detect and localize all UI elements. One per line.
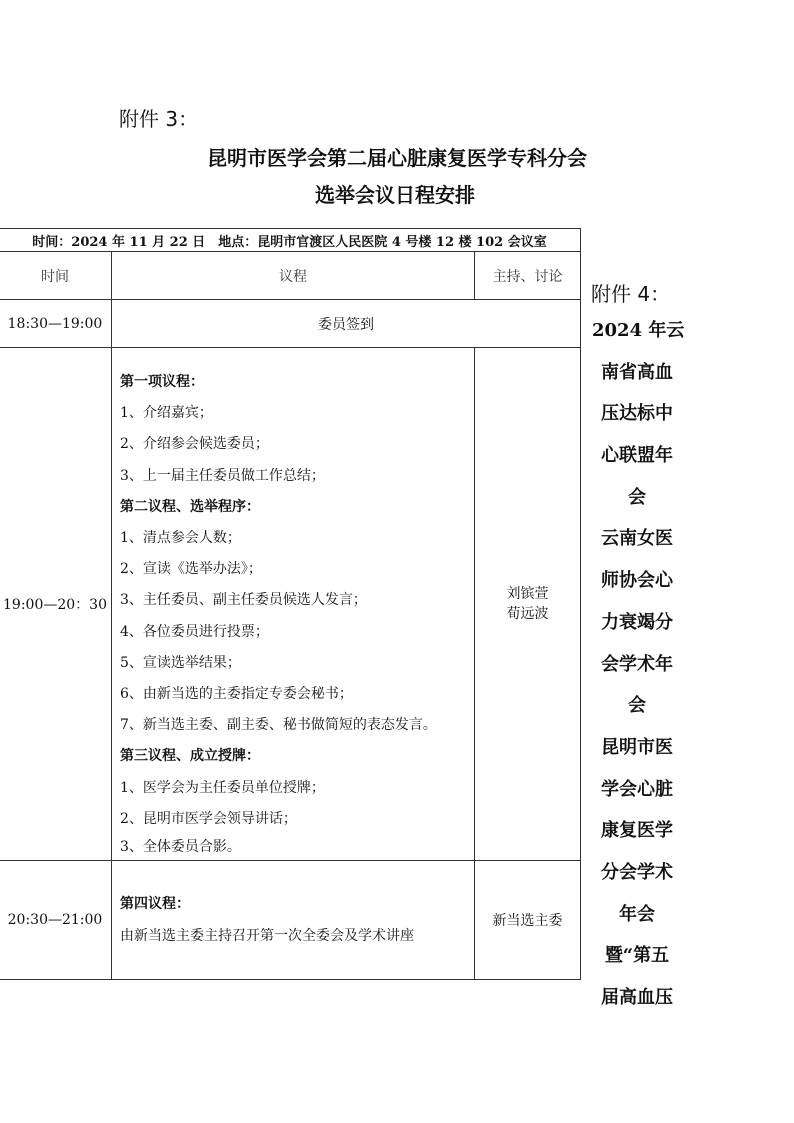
- agenda-item: 2、介绍参会候选委员；: [120, 436, 269, 453]
- agenda-item: 6、由新当选的主委指定专委会秘书；: [120, 685, 353, 702]
- side-text-line: 暨“第五: [604, 945, 670, 967]
- side-text-line: 师协会心: [601, 570, 673, 592]
- document-subtitle: 选举会议日程安排: [315, 183, 475, 207]
- agenda-section-heading: 第三议程、成立授牌：: [120, 748, 260, 765]
- host-name: 荀远波: [506, 606, 549, 622]
- header-host: 主持、讨论: [475, 252, 581, 300]
- schedule-table: [0, 228, 581, 980]
- agenda-item: 2、宣读《选举办法》；: [120, 561, 262, 578]
- agenda-item: 5、宣读选举结果；: [120, 654, 241, 671]
- row-host: 新当选主委: [475, 861, 581, 980]
- agenda-section-heading: 第四议程：: [120, 896, 190, 912]
- row-agenda: [112, 861, 475, 980]
- side-text-line: 昆明市医: [601, 736, 673, 758]
- agenda-item: 7、新当选主委、副主委、秘书做简短的表态发言。: [120, 717, 437, 734]
- side-text-line: 康复医学: [601, 820, 673, 842]
- side-text-line: 年会: [619, 903, 655, 925]
- info-row: [0, 229, 581, 252]
- side-text-line: 会学术年: [601, 653, 673, 675]
- side-text-line: 2024 年云: [592, 320, 685, 341]
- side-text-line: 力衰竭分: [601, 611, 673, 633]
- side-text-line: 分会学术: [601, 861, 673, 883]
- agenda-item: 1、清点参会人数；: [120, 530, 241, 547]
- attachment-3-label: 附件 3：: [119, 107, 199, 131]
- agenda-section-heading: 第二议程、选举程序：: [120, 498, 260, 515]
- side-text-line: 学会心脏: [601, 778, 673, 800]
- agenda-item: 3、上一届主任委员做工作总结；: [120, 467, 325, 484]
- attachment-4-label: 附件 4：: [591, 282, 671, 306]
- header-agenda: 议程: [112, 252, 475, 300]
- side-text-line: 届高血压: [601, 987, 673, 1008]
- table-row: [0, 348, 581, 861]
- time-location-info: 时间：2024 年 11 月 22 日 地点：昆明市官渡区人民医院 4 号楼 12 楼 102 会议室: [0, 229, 581, 252]
- agenda-item: 2、昆明市医学会领导讲话；: [120, 810, 297, 827]
- agenda-item: 3、全体委员合影。: [120, 838, 241, 855]
- agenda-item: 4、各位委员进行投票；: [120, 623, 269, 640]
- host-name: 刘镔萱: [506, 586, 549, 602]
- agenda-item: 1、介绍嘉宾；: [120, 405, 213, 422]
- side-text-line: 压达标中: [601, 403, 673, 425]
- side-text-line: 云南女医: [601, 528, 673, 550]
- document-title: 昆明市医学会第二届心脏康复医学专科分会: [207, 146, 587, 170]
- side-text-line: 会: [628, 695, 646, 717]
- row-time: 20:30—21:00: [0, 861, 112, 980]
- header-time: 时间: [0, 252, 112, 300]
- header-row: [0, 252, 581, 300]
- agenda-item: 1、医学会为主任委员单位授牌；: [120, 779, 325, 796]
- row-host: [475, 348, 581, 861]
- row-agenda: 委员签到: [112, 300, 581, 348]
- side-text-line: 会: [628, 486, 646, 508]
- attachment-4-text: [592, 310, 685, 1019]
- agenda-item: 3、主任委员、副主任委员候选人发言；: [120, 592, 367, 609]
- row-time: 18:30—19:00: [0, 300, 112, 348]
- side-text-line: 心联盟年: [601, 445, 673, 467]
- side-text-line: 南省高血: [601, 361, 673, 383]
- agenda-section-heading: 第一项议程：: [120, 374, 204, 391]
- row-agenda: [112, 348, 475, 861]
- row-time: 19:00—20：30: [0, 348, 112, 861]
- table-row: [0, 300, 581, 348]
- agenda-item: 由新当选主委主持召开第一次全委会及学术讲座: [120, 928, 414, 944]
- table-row: [0, 861, 581, 980]
